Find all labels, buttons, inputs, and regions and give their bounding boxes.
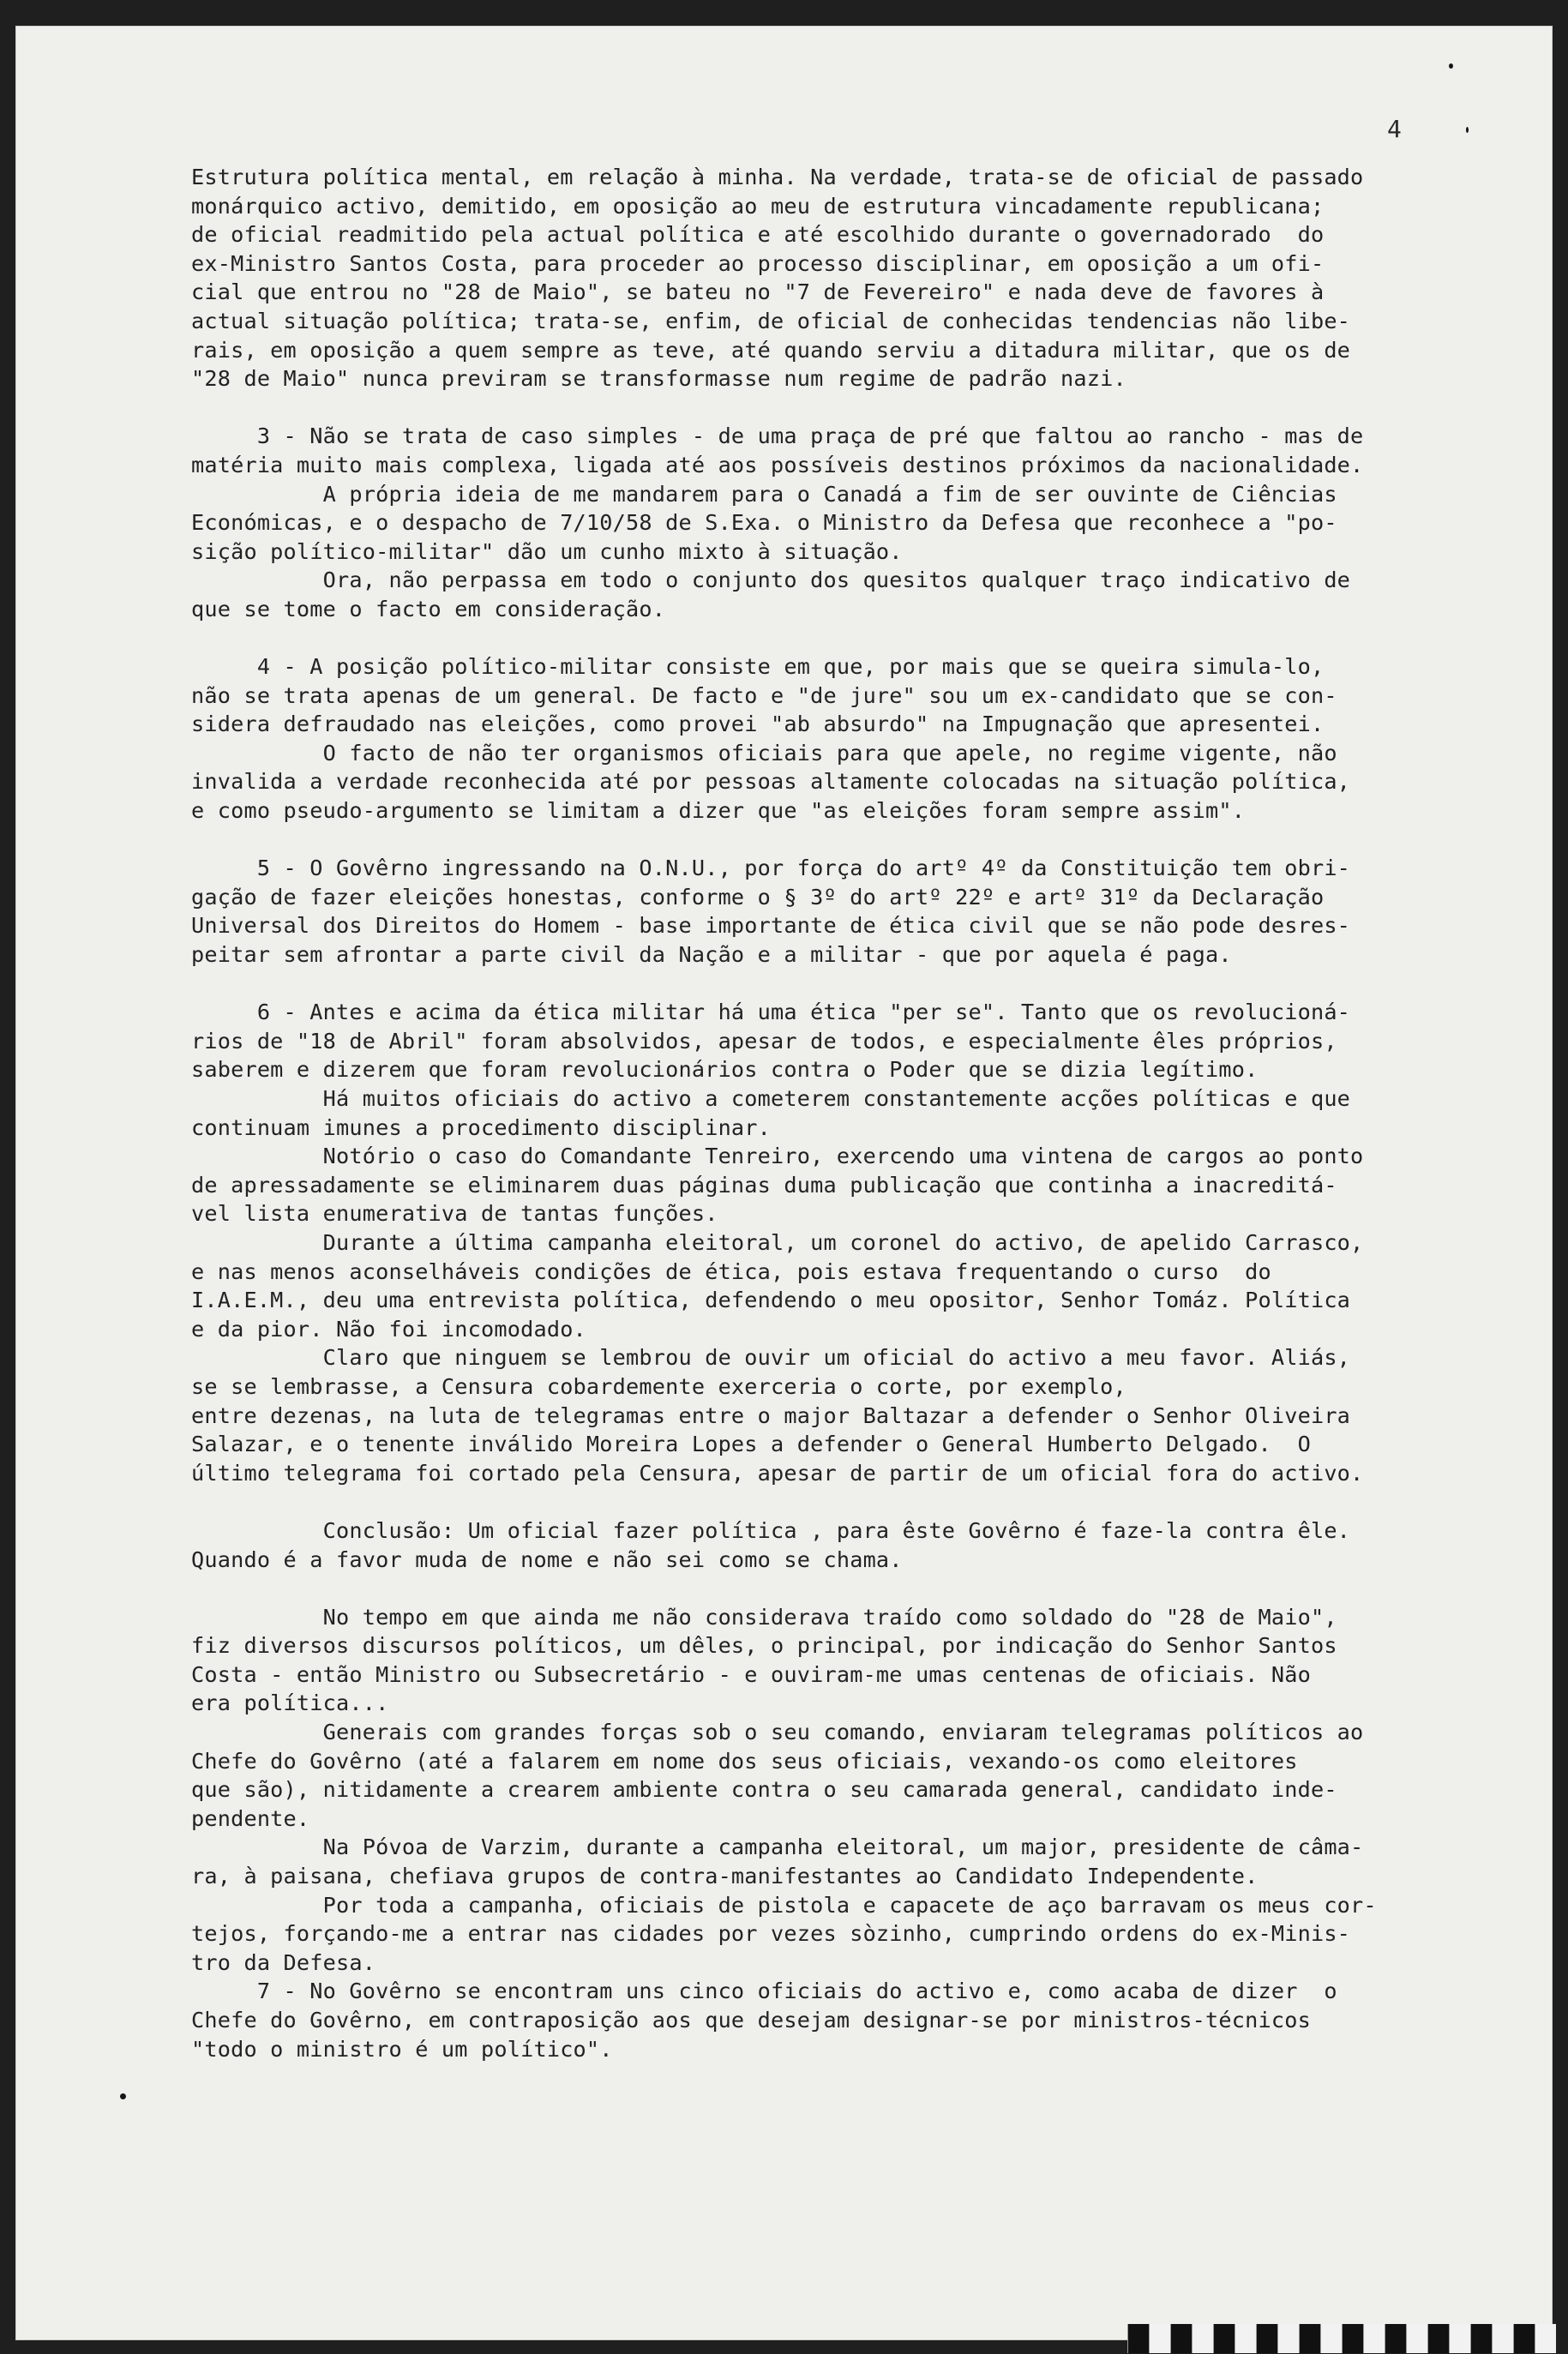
text-line: sição político-militar" dão um cunho mixto à situação.	[191, 538, 903, 564]
text-line: último telegrama foi cortado pela Censura, apesar de partir de um oficial fora do activo.	[191, 1460, 1364, 1486]
ruler-segment	[1427, 2324, 1449, 2353]
text-line: tejos, forçando-me a entrar nas cidades por vezes sòzinho, cumprindo ordens do ex-Minis-	[191, 1921, 1351, 1947]
text-line: Na Póvoa de Varzim, durante a campanha eleitoral, um major, presidente de câma-	[191, 1835, 1364, 1860]
text-line: que são), nitidamente a crearem ambiente contra o seu camarada general, candidato inde-	[191, 1777, 1337, 1803]
text-line: Generais com grandes forças sob o seu comando, enviaram telegramas políticos ao	[191, 1720, 1364, 1745]
text-line: Por toda a campanha, oficiais de pistola e capacete de aço barravam os meus cor-	[191, 1892, 1377, 1918]
text-line: matéria muito mais complexa, ligada até aos possíveis destinos próximos da nacionalidade.	[191, 452, 1364, 477]
text-line: gação de fazer eleições honestas, conforme o § 3º do artº 22º e artº 31º da Declaração	[191, 884, 1325, 910]
text-line: cial que entrou no "28 de Maio", se bateu no "7 de Fevereiro" e nada deve de favores à	[191, 279, 1325, 305]
text-line: Económicas, e o despacho de 7/10/58 de S.Exa. o Ministro da Defesa que reconhece a "po-	[191, 510, 1337, 536]
typescript-body	[191, 163, 1469, 2063]
text-line: Universal dos Direitos do Homem - base importante de ética civil que se não pode desres-	[191, 913, 1351, 939]
document-page	[15, 26, 1553, 2340]
text-line: continuam imunes a procedimento disciplinar.	[191, 1114, 772, 1140]
ruler-segment	[1299, 2324, 1320, 2353]
text-line: actual situação política; trata-se, enfim, de oficial de conhecidas tendencias não libe-	[191, 308, 1351, 333]
text-line: saberem e dizerem que foram revolucionários contra o Poder que se dizia legítimo.	[191, 1057, 1259, 1083]
text-line	[191, 393, 1469, 423]
text-line	[191, 1487, 1469, 1516]
text-line: Quando é a favor muda de nome e não sei como se chama.	[191, 1546, 903, 1572]
text-line: tro da Defesa.	[191, 1949, 376, 1975]
text-line: No tempo em que ainda me não considerava traído como soldado do "28 de Maio",	[191, 1604, 1337, 1630]
text-line	[191, 826, 1469, 855]
text-line: e nas menos aconselháveis condições de ética, pois estava frequentando o curso do	[191, 1258, 1271, 1284]
text-line: Salazar, e o tenente inválido Moreira Lopes a defender o General Humberto Delgado. O	[191, 1432, 1311, 1457]
text-line: entre dezenas, na luta de telegramas entre o major Baltazar a defender o Senhor Oliveira	[191, 1402, 1351, 1428]
text-line: de oficial readmitido pela actual política e até escolhido durante o governadorado do	[191, 222, 1325, 248]
text-line: vel lista enumerativa de tantas funções.	[191, 1201, 718, 1227]
text-line: A própria ideia de me mandarem para o Canadá a fim de ser ouvinte de Ciências	[191, 481, 1337, 507]
paper-speck	[120, 2093, 126, 2099]
scale-ruler	[1127, 2319, 1556, 2353]
text-line	[191, 970, 1469, 999]
text-line: "28 de Maio" nunca previram se transformasse num regime de padrão nazi.	[191, 366, 1126, 392]
ruler-segment	[1170, 2324, 1192, 2353]
text-line: rais, em oposição a quem sempre as teve, até quando serviu a ditadura militar, que os de	[191, 337, 1351, 363]
text-line: e como pseudo-argumento se limitam a dizer que "as eleições foram sempre assim".	[191, 798, 1246, 824]
text-line	[191, 1574, 1469, 1603]
text-line	[191, 624, 1469, 653]
text-line: rios de "18 de Abril" foram absolvidos, apesar de todos, e especialmente êles próprios,	[191, 1028, 1337, 1054]
text-line: 5 - O Govêrno ingressando na O.N.U., por força do artº 4º da Constituição tem obri-	[191, 856, 1351, 881]
text-line: Chefe do Govêrno (até a falarem em nome dos seus oficiais, vexando-os como eleitores	[191, 1748, 1298, 1774]
text-line: Ora, não perpassa em todo o conjunto dos quesitos qualquer traço indicativo de	[191, 567, 1351, 593]
text-line: monárquico activo, demitido, em oposição ao meu de estrutura vincadamente republicana;	[191, 193, 1325, 219]
text-line: Conclusão: Um oficial fazer política , para êste Govêrno é faze-la contra êle.	[191, 1517, 1351, 1543]
text-line: era política...	[191, 1690, 389, 1716]
text-line: Durante a última campanha eleitoral, um coronel do activo, de apelido Carrasco,	[191, 1229, 1364, 1255]
ruler-segment	[1449, 2324, 1470, 2353]
text-line: 3 - Não se trata de caso simples - de uma praça de pré que faltou ao rancho - mas de	[191, 423, 1364, 449]
text-line: Notório o caso do Comandante Tenreiro, exercendo uma vintena de cargos ao ponto	[191, 1144, 1364, 1169]
text-line: Estrutura política mental, em relação à minha. Na verdade, trata-se de oficial de passado	[191, 165, 1364, 189]
ruler-segment	[1127, 2324, 1149, 2353]
ruler-segment	[1513, 2324, 1535, 2353]
paper-speck	[1466, 127, 1469, 133]
text-line: 7 - No Govêrno se encontram uns cinco oficiais do activo e, como acaba de dizer o	[191, 1979, 1337, 2004]
ruler-segment	[1235, 2324, 1256, 2353]
text-line: e da pior. Não foi incomodado.	[191, 1316, 586, 1342]
text-line: 6 - Antes e acima da ética militar há uma ética "per se". Tanto que os revolucioná-	[191, 1000, 1351, 1025]
page-number: 4	[1387, 115, 1402, 143]
text-line: Claro que ninguem se lembrou de ouvir um oficial do activo a meu favor. Aliás,	[191, 1345, 1351, 1371]
ruler-segment	[1213, 2324, 1235, 2353]
ruler-segment	[1385, 2324, 1406, 2353]
ruler-segment	[1406, 2324, 1427, 2353]
ruler-segment	[1320, 2324, 1342, 2353]
text-line: sidera defraudado nas eleições, como provei "ab absurdo" na Impugnação que apresentei.	[191, 712, 1325, 737]
text-line: O facto de não ter organismos oficiais para que apele, no regime vigente, não	[191, 740, 1337, 766]
text-line: Chefe do Govêrno, em contraposição aos que desejam designar-se por ministros-técnicos	[191, 2008, 1311, 2033]
ruler-segment	[1535, 2324, 1556, 2353]
ruler-segment	[1277, 2324, 1299, 2353]
ruler-segment	[1470, 2324, 1492, 2353]
ruler-segment	[1492, 2324, 1513, 2353]
text-line: que se tome o facto em consideração.	[191, 596, 666, 622]
ruler-segment	[1342, 2324, 1363, 2353]
text-line: 4 - A posição político-militar consiste em que, por mais que se queira simula-lo,	[191, 654, 1325, 680]
text-line: se se lembrasse, a Censura cobardemente exerceria o corte, por exemplo,	[191, 1373, 1126, 1399]
ruler-segment	[1192, 2324, 1213, 2353]
ruler-segment	[1363, 2324, 1385, 2353]
paper-speck	[1449, 63, 1453, 69]
text-line: fiz diversos discursos políticos, um dêles, o principal, por indicação do Senhor Santos	[191, 1633, 1337, 1659]
text-line: pendente.	[191, 1805, 310, 1831]
ruler-segment	[1256, 2324, 1277, 2353]
text-line: Costa - então Ministro ou Subsecretário - e ouviram-me umas centenas de oficiais. Não	[191, 1661, 1311, 1687]
ruler-segment	[1149, 2324, 1170, 2353]
text-line: "todo o ministro é um político".	[191, 2036, 613, 2062]
text-line: invalida a verdade reconhecida até por pessoas altamente colocadas na situação política,	[191, 769, 1351, 795]
text-line: não se trata apenas de um general. De facto e "de jure" sou um ex-candidato que se con-	[191, 682, 1337, 708]
text-line: peitar sem afrontar a parte civil da Nação e a militar - que por aquela é paga.	[191, 942, 1232, 968]
text-line: ra, à paisana, chefiava grupos de contra-manifestantes ao Candidato Independente.	[191, 1864, 1259, 1889]
text-line: Há muitos oficiais do activo a cometerem constantemente acções políticas e que	[191, 1086, 1351, 1111]
text-line: I.A.E.M., deu uma entrevista política, defendendo o meu opositor, Senhor Tomáz. Política	[191, 1288, 1351, 1313]
text-line: de apressadamente se eliminarem duas páginas duma publicação que continha a inacreditá-	[191, 1172, 1337, 1198]
text-line: ex-Ministro Santos Costa, para proceder ao processo disciplinar, em oposição a um ofi-	[191, 250, 1325, 276]
